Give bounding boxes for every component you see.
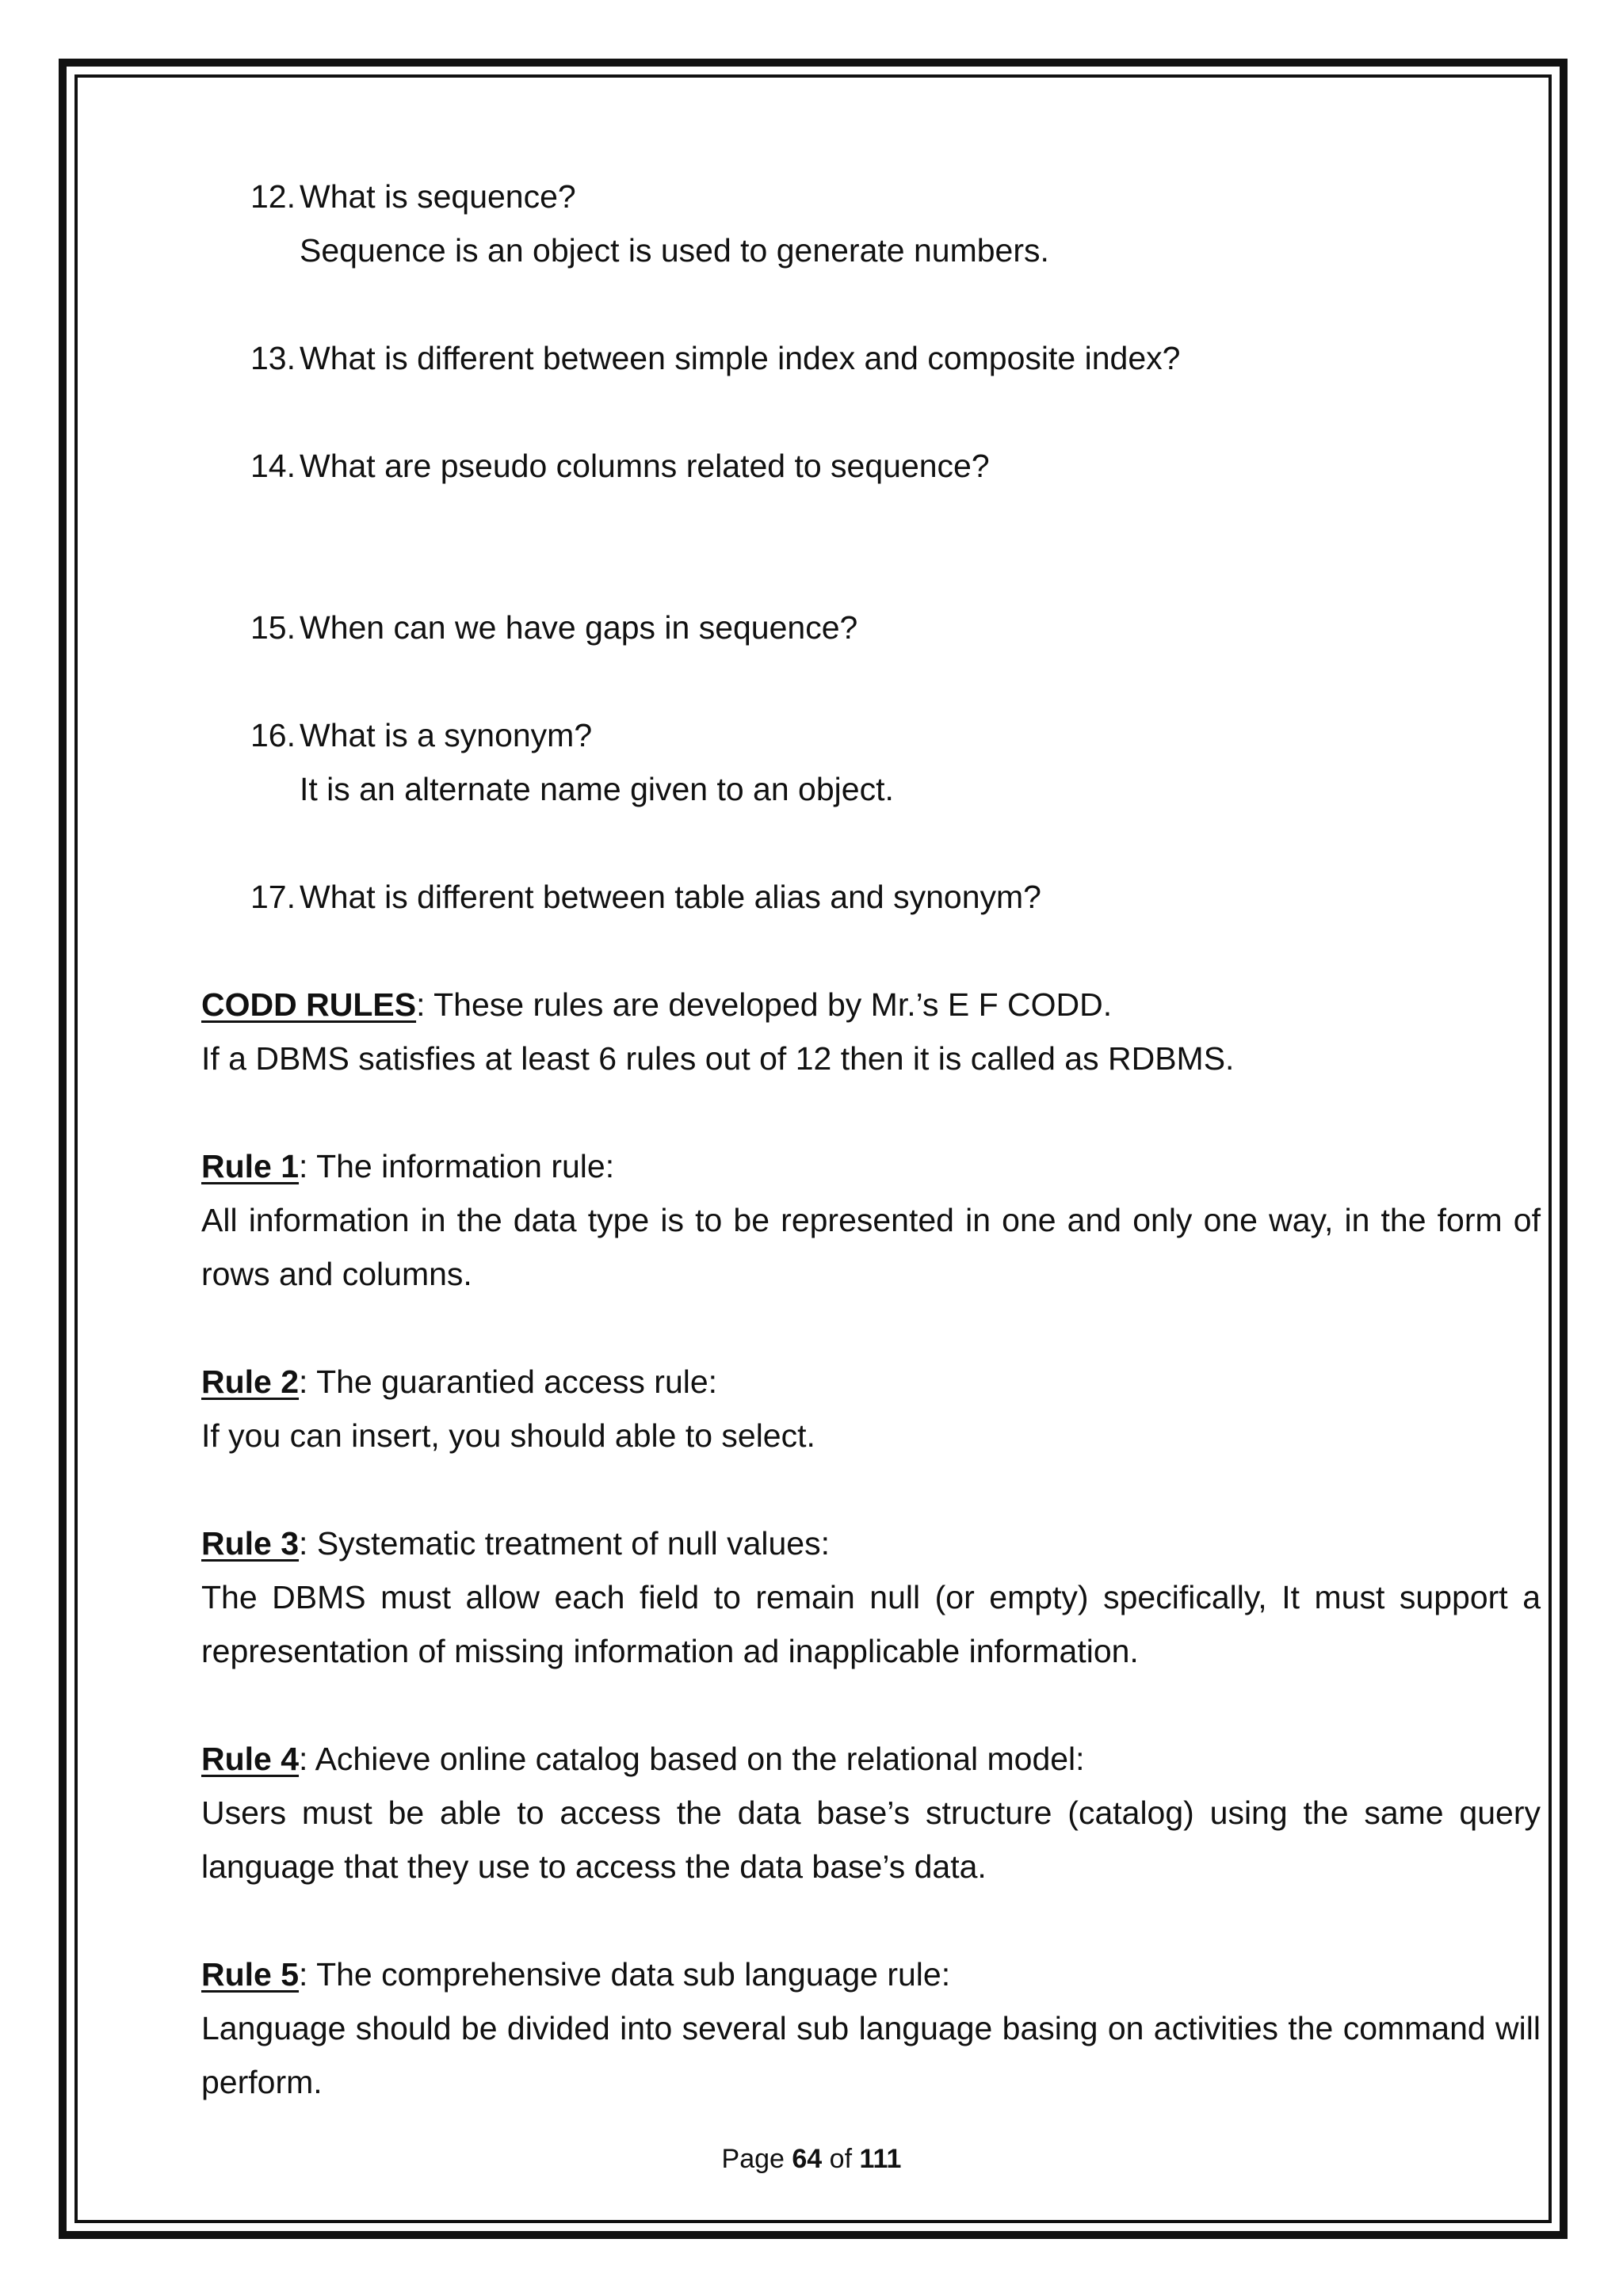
- rule-label: Rule 1: [201, 1148, 300, 1184]
- rule-label: Rule 2: [201, 1363, 300, 1400]
- question-answer: It is an alternate name given to an object.: [300, 771, 894, 807]
- question-text: What is different between table alias and synonym?: [300, 879, 1041, 915]
- page-footer: [0, 2143, 1623, 2175]
- codd-rules-definition: If a DBMS satisfies at least 6 rules out of 12 then it is called as RDBMS.: [201, 1040, 1235, 1077]
- rule-label: Rule 5: [201, 1956, 300, 1993]
- rule-body: Users must be able to access the data base’s structure (catalog) using the same query language that they use to access the data base’s data.: [201, 1794, 1541, 1885]
- question-answer: Sequence is an object is used to generate numbers.: [300, 232, 1049, 269]
- rule-body: The DBMS must allow each field to remain null (or empty) specifically, It must support a representation of missing information ad inapplicable information.: [201, 1579, 1541, 1669]
- question-text: What is sequence?: [300, 178, 576, 215]
- page-content: [201, 170, 1541, 2109]
- question-15: [201, 601, 1541, 654]
- rule-label: Rule 3: [201, 1525, 300, 1562]
- question-text: When can we have gaps in sequence?: [300, 609, 858, 646]
- question-12: [201, 170, 1541, 277]
- rule-title: : Achieve online catalog based on the relational model:: [299, 1741, 1085, 1777]
- codd-rules-intro: : These rules are developed by Mr.’s E F CODD.: [416, 986, 1113, 1023]
- question-number: 17.: [250, 879, 296, 915]
- question-text: What is different between simple index and composite index?: [300, 340, 1181, 376]
- rule-body: Language should be divided into several sub language basing on activities the command will perform.: [201, 2010, 1541, 2100]
- current-page-number: 64: [792, 2144, 823, 2174]
- rule-title: : The guarantied access rule:: [299, 1363, 718, 1400]
- total-pages-number: 111: [859, 2144, 902, 2174]
- rule-body: If you can insert, you should able to select.: [201, 1417, 815, 1454]
- question-17: [201, 870, 1541, 924]
- rule-title: : The comprehensive data sub language rule:: [299, 1956, 951, 1993]
- rule-2: [201, 1355, 1541, 1463]
- question-13: [201, 331, 1541, 385]
- rule-4: [201, 1732, 1541, 1894]
- rule-title: : The information rule:: [299, 1148, 615, 1184]
- codd-rules-section: [201, 978, 1541, 1085]
- question-number: 14.: [250, 448, 296, 484]
- question-number: 16.: [250, 717, 296, 753]
- question-14: [201, 439, 1541, 493]
- rule-5: [201, 1947, 1541, 2109]
- question-number: 12.: [250, 178, 296, 215]
- rule-3: [201, 1516, 1541, 1678]
- rule-body: All information in the data type is to be represented in one and only one way, in the form of rows and columns.: [201, 1202, 1541, 1292]
- page-label: Page: [721, 2144, 785, 2174]
- question-number: 13.: [250, 340, 296, 376]
- question-text: What are pseudo columns related to sequence?: [300, 448, 990, 484]
- rule-title: : Systematic treatment of null values:: [299, 1525, 831, 1562]
- page-of-label: of: [829, 2144, 853, 2174]
- question-text: What is a synonym?: [300, 717, 593, 753]
- question-16: [201, 708, 1541, 816]
- rule-label: Rule 4: [201, 1741, 300, 1777]
- rule-1: [201, 1139, 1541, 1301]
- question-number: 15.: [250, 609, 296, 646]
- codd-rules-heading: CODD RULES: [201, 986, 417, 1023]
